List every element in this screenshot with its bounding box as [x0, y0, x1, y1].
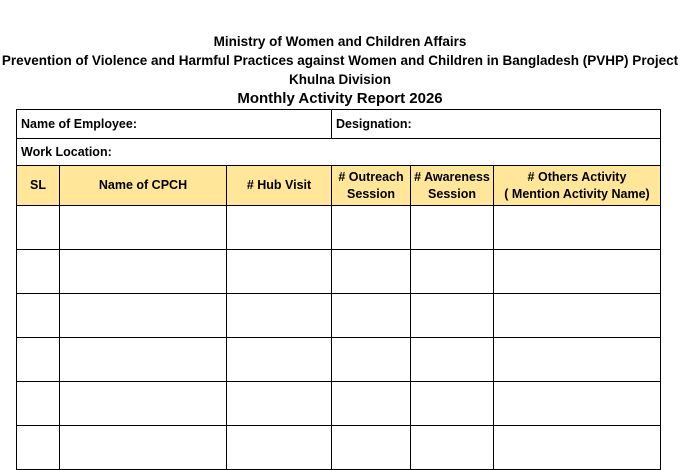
column-header-outreach-line2: Session [347, 186, 395, 201]
column-header-sl [16, 165, 60, 206]
table-cell-sl[interactable] [16, 425, 60, 470]
table-cell-awareness-session[interactable] [410, 249, 494, 294]
table-cell-sl[interactable] [16, 205, 60, 250]
table-cell-sl[interactable] [16, 381, 60, 426]
table-cell-cpch[interactable] [59, 425, 227, 470]
work-location-field[interactable] [16, 138, 661, 166]
table-cell-others-activity[interactable] [493, 381, 661, 426]
table-cell-awareness-session[interactable] [410, 381, 494, 426]
column-header-hub-visit-text: # Hub Visit [246, 178, 312, 192]
table-cell-hub-visit[interactable] [226, 381, 332, 426]
table-cell-awareness-session[interactable] [410, 425, 494, 470]
column-header-outreach-session [331, 165, 411, 206]
table-cell-sl[interactable] [16, 337, 60, 382]
table-cell-awareness-session[interactable] [410, 337, 494, 382]
table-cell-outreach-session[interactable] [331, 249, 411, 294]
table-cell-hub-visit[interactable] [226, 337, 332, 382]
column-header-others-line1: # Others Activity [527, 169, 627, 184]
designation-label: Designation: [336, 117, 412, 131]
table-cell-sl[interactable] [16, 249, 60, 294]
designation-field[interactable] [331, 109, 661, 139]
table-cell-outreach-session[interactable] [331, 337, 411, 382]
column-header-others-activity [493, 165, 661, 206]
column-header-awareness-line2: Session [428, 186, 476, 201]
table-cell-cpch[interactable] [59, 293, 227, 338]
table-cell-hub-visit[interactable] [226, 293, 332, 338]
table-cell-outreach-session[interactable] [331, 205, 411, 250]
column-header-sl-text: SL [30, 178, 46, 192]
column-header-hub-visit [226, 165, 332, 206]
table-cell-hub-visit[interactable] [226, 205, 332, 250]
table-cell-others-activity[interactable] [493, 425, 661, 470]
table-cell-hub-visit[interactable] [226, 249, 332, 294]
table-cell-awareness-session[interactable] [410, 293, 494, 338]
employee-name-label: Name of Employee: [21, 117, 138, 131]
work-location-label: Work Location: [21, 145, 112, 159]
report-title: Monthly Activity Report 2026 [237, 90, 443, 107]
table-cell-others-activity[interactable] [493, 337, 661, 382]
table-cell-sl[interactable] [16, 293, 60, 338]
table-cell-cpch[interactable] [59, 337, 227, 382]
table-cell-cpch[interactable] [59, 249, 227, 294]
table-cell-cpch[interactable] [59, 205, 227, 250]
project-heading: Prevention of Violence and Harmful Practices against Women and Children in Bangladesh (PVHP) Project [1, 53, 679, 68]
column-header-awareness-line1: # Awareness [414, 169, 490, 184]
column-header-cpch [59, 165, 227, 206]
column-header-awareness-session [410, 165, 494, 206]
table-cell-others-activity[interactable] [493, 293, 661, 338]
table-cell-outreach-session[interactable] [331, 425, 411, 470]
ministry-heading: Ministry of Women and Children Affairs [213, 34, 467, 49]
table-cell-outreach-session[interactable] [331, 381, 411, 426]
table-cell-hub-visit[interactable] [226, 425, 332, 470]
table-cell-cpch[interactable] [59, 381, 227, 426]
column-header-cpch-text: Name of CPCH [98, 178, 188, 192]
table-cell-others-activity[interactable] [493, 205, 661, 250]
table-cell-awareness-session[interactable] [410, 205, 494, 250]
activity-report-sheet [16, 109, 661, 469]
column-header-outreach-line1: # Outreach [338, 169, 404, 184]
employee-name-field[interactable] [16, 109, 332, 139]
division-heading: Khulna Division [288, 72, 391, 87]
table-cell-others-activity[interactable] [493, 249, 661, 294]
table-cell-outreach-session[interactable] [331, 293, 411, 338]
column-header-others-line2: ( Mention Activity Name) [504, 186, 650, 201]
